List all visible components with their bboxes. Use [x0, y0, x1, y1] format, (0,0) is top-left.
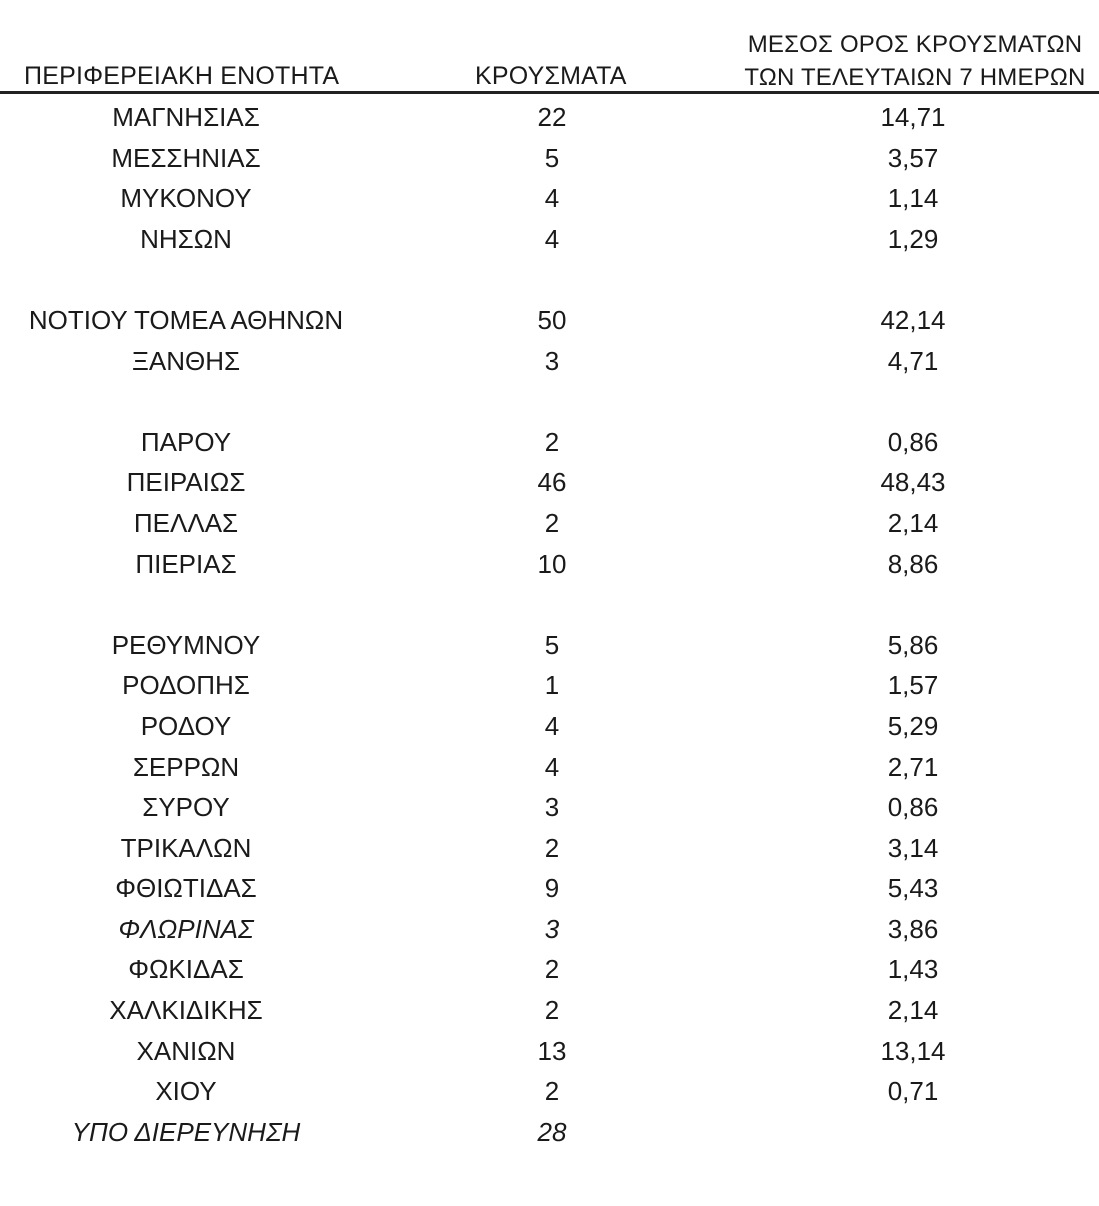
table-row [0, 949, 1099, 990]
average-column-header [740, 28, 1090, 94]
table-row [0, 665, 1099, 706]
cases-cell: 2 [544, 1076, 560, 1107]
cases-cell: 3 [544, 792, 560, 823]
table-row [0, 909, 1099, 950]
average-cell: 3,86 [887, 913, 939, 944]
region-cell: ΡΕΘΥΜΝΟΥ [111, 629, 261, 660]
cases-cell: 46 [537, 467, 567, 498]
cases-cell: 4 [544, 223, 560, 254]
region-cell: ΦΩΚΙΔΑΣ [128, 954, 244, 985]
average-cell: 1,14 [887, 183, 939, 214]
average-cell: 48,43 [880, 467, 946, 498]
region-cell: ΝΟΤΙΟΥ ΤΟΜΕΑ ΑΘΗΝΩΝ [28, 304, 344, 335]
table-header [0, 0, 1099, 96]
average-cell: 0,71 [887, 1076, 939, 1107]
table-row [0, 544, 1099, 585]
table-row [0, 787, 1099, 828]
cases-cell: 2 [544, 832, 560, 863]
table-row [0, 625, 1099, 666]
table-row [0, 747, 1099, 788]
table-row [0, 178, 1099, 219]
region-cell: ΧΑΝΙΩΝ [136, 1035, 236, 1066]
average-cell: 8,86 [887, 548, 939, 579]
region-cell: ΠΕΛΛΑΣ [133, 507, 239, 538]
region-cell: ΠΕΙΡΑΙΩΣ [126, 467, 246, 498]
cases-table [0, 97, 1099, 1152]
table-row [0, 706, 1099, 747]
spacer-row [0, 259, 1099, 300]
region-cell: ΣΥΡΟΥ [142, 792, 230, 823]
spacer-row [0, 381, 1099, 422]
average-cell: 3,14 [887, 832, 939, 863]
region-cell: ΡΟΔΟΠΗΣ [122, 670, 250, 701]
average-cell: 42,14 [880, 304, 946, 335]
cases-column-header: ΚΡΟΥΣΜΑΤΑ [475, 62, 627, 90]
average-cell: 1,57 [887, 670, 939, 701]
region-cell: ΦΘΙΩΤΙΔΑΣ [115, 873, 257, 904]
average-header-line-1: ΜΕΣΟΣ ΟΡΟΣ ΚΡΟΥΣΜΑΤΩΝ [747, 31, 1083, 58]
average-cell: 1,29 [887, 223, 939, 254]
spacer-row [0, 584, 1099, 625]
table-row [0, 1071, 1099, 1112]
cases-cell: 22 [537, 102, 567, 132]
average-cell: 2,71 [887, 751, 939, 782]
table-row [0, 1031, 1099, 1072]
table-row [0, 462, 1099, 503]
average-cell: 2,14 [887, 995, 939, 1026]
region-cell: ΠΙΕΡΙΑΣ [135, 548, 237, 579]
table-row [0, 990, 1099, 1031]
average-cell: 0,86 [887, 792, 939, 823]
average-cell: 2,14 [887, 507, 939, 538]
cases-cell: 10 [537, 548, 567, 579]
region-cell: ΣΕΡΡΩΝ [132, 751, 240, 782]
region-cell: ΥΠΟ ΔΙΕΡΕΥΝΗΣΗ [71, 1116, 301, 1147]
table-row [0, 828, 1099, 869]
average-cell: 0,86 [887, 426, 939, 457]
cases-cell: 3 [544, 913, 560, 944]
region-cell: ΝΗΣΩΝ [140, 223, 232, 254]
cases-cell: 1 [544, 670, 560, 701]
cases-cell: 50 [537, 304, 567, 335]
table-row [0, 97, 1099, 138]
table-row [0, 422, 1099, 463]
region-cell: ΡΟΔΟΥ [140, 710, 232, 741]
average-cell: 5,43 [887, 873, 939, 904]
average-cell: 5,86 [887, 629, 939, 660]
region-cell: ΦΛΩΡΙΝΑΣ [118, 913, 254, 944]
cases-cell: 2 [544, 954, 560, 985]
average-cell: 13,14 [880, 1035, 946, 1066]
header-divider [0, 91, 1099, 94]
cases-cell: 4 [544, 751, 560, 782]
table-row [0, 138, 1099, 179]
cases-cell: 2 [544, 426, 560, 457]
table-row-under-investigation [0, 1112, 1099, 1153]
region-cell: ΧΑΛΚΙΔΙΚΗΣ [109, 995, 263, 1026]
average-cell: 14,71 [880, 102, 946, 132]
average-cell: 4,71 [887, 345, 939, 376]
cases-cell: 13 [537, 1035, 567, 1066]
table-row [0, 341, 1099, 382]
average-cell: 5,29 [887, 710, 939, 741]
table-row [0, 300, 1099, 341]
region-cell: ΠΑΡΟΥ [140, 426, 232, 457]
cases-cell: 5 [544, 142, 560, 173]
region-cell: ΜΕΣΣΗΝΙΑΣ [111, 142, 261, 173]
average-header-line-2: ΤΩΝ ΤΕΛΕΥΤΑΙΩΝ 7 ΗΜΕΡΩΝ [744, 64, 1086, 91]
average-cell: 1,43 [887, 954, 939, 985]
cases-cell: 3 [544, 345, 560, 376]
cases-cell: 2 [544, 507, 560, 538]
region-cell: ΜΥΚΟΝΟΥ [120, 183, 252, 214]
cases-cell: 4 [544, 183, 560, 214]
region-column-header: ΠΕΡΙΦΕΡΕΙΑΚΗ ΕΝΟΤΗΤΑ [24, 62, 340, 90]
table-row [0, 503, 1099, 544]
table-row [0, 219, 1099, 260]
table-row [0, 868, 1099, 909]
region-cell: ΜΑΓΝΗΣΙΑΣ [112, 102, 260, 132]
cases-cell: 2 [544, 995, 560, 1026]
region-cell: ΞΑΝΘΗΣ [131, 345, 241, 376]
cases-cell: 5 [544, 629, 560, 660]
cases-cell: 9 [544, 873, 560, 904]
region-cell: ΤΡΙΚΑΛΩΝ [120, 832, 252, 863]
cases-cell: 28 [537, 1116, 567, 1147]
region-cell: ΧΙΟΥ [155, 1076, 217, 1107]
cases-cell: 4 [544, 710, 560, 741]
average-cell: 3,57 [887, 142, 939, 173]
